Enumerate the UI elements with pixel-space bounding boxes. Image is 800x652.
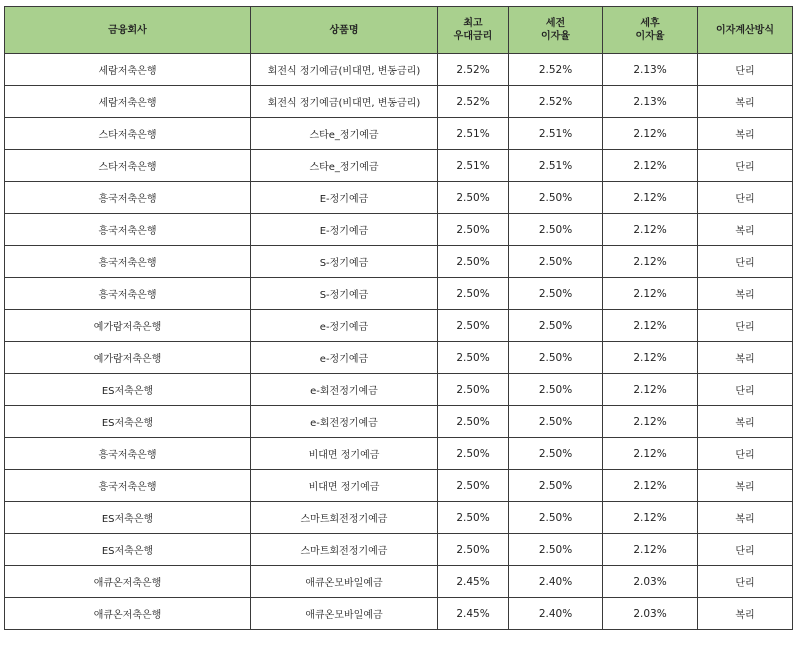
cell-max-rate: 2.50% [438, 246, 509, 278]
cell-post-tax: 2.12% [603, 118, 698, 150]
cell-pre-tax: 2.40% [509, 598, 603, 630]
cell-product: 비대면 정기예금 [251, 470, 438, 502]
cell-company: 세람저축은행 [5, 86, 251, 118]
cell-max-rate: 2.50% [438, 214, 509, 246]
deposit-table-container [4, 6, 793, 630]
table-row [5, 598, 793, 630]
cell-post-tax: 2.12% [603, 310, 698, 342]
cell-pre-tax: 2.51% [509, 150, 603, 182]
header-max-rate-line2: 우대금리 [453, 31, 493, 42]
cell-pre-tax: 2.50% [509, 438, 603, 470]
cell-max-rate: 2.50% [438, 182, 509, 214]
cell-company: 흥국저축은행 [5, 182, 251, 214]
cell-calc-method: 단리 [698, 310, 793, 342]
cell-max-rate: 2.52% [438, 86, 509, 118]
cell-calc-method: 복리 [698, 598, 793, 630]
cell-max-rate: 2.45% [438, 598, 509, 630]
cell-post-tax: 2.12% [603, 182, 698, 214]
cell-pre-tax: 2.50% [509, 342, 603, 374]
cell-calc-method: 복리 [698, 502, 793, 534]
header-pre-tax [509, 7, 603, 54]
cell-post-tax: 2.12% [603, 278, 698, 310]
cell-pre-tax: 2.50% [509, 182, 603, 214]
cell-company: ES저축은행 [5, 374, 251, 406]
cell-calc-method: 단리 [698, 566, 793, 598]
cell-calc-method: 단리 [698, 374, 793, 406]
cell-post-tax: 2.12% [603, 406, 698, 438]
cell-company: 애큐온저축은행 [5, 598, 251, 630]
table-row [5, 182, 793, 214]
deposit-rate-table [4, 6, 793, 630]
cell-calc-method: 복리 [698, 406, 793, 438]
table-row [5, 150, 793, 182]
cell-calc-method: 단리 [698, 438, 793, 470]
cell-company: 스타저축은행 [5, 118, 251, 150]
cell-product: e-회전정기예금 [251, 406, 438, 438]
cell-max-rate: 2.51% [438, 150, 509, 182]
table-row [5, 310, 793, 342]
cell-calc-method: 단리 [698, 182, 793, 214]
cell-post-tax: 2.12% [603, 534, 698, 566]
cell-calc-method: 복리 [698, 86, 793, 118]
cell-calc-method: 복리 [698, 214, 793, 246]
cell-product: 회전식 정기예금(비대면, 변동금리) [251, 86, 438, 118]
table-row [5, 54, 793, 86]
cell-max-rate: 2.50% [438, 278, 509, 310]
table-row [5, 502, 793, 534]
cell-max-rate: 2.52% [438, 54, 509, 86]
cell-calc-method: 단리 [698, 246, 793, 278]
cell-product: E-정기예금 [251, 182, 438, 214]
table-row [5, 342, 793, 374]
cell-max-rate: 2.50% [438, 342, 509, 374]
cell-pre-tax: 2.50% [509, 534, 603, 566]
cell-pre-tax: 2.52% [509, 86, 603, 118]
cell-max-rate: 2.50% [438, 534, 509, 566]
table-body [5, 54, 793, 630]
cell-calc-method: 단리 [698, 534, 793, 566]
cell-product: 스마트회전정기예금 [251, 502, 438, 534]
cell-company: 흥국저축은행 [5, 278, 251, 310]
cell-post-tax: 2.12% [603, 438, 698, 470]
table-row [5, 214, 793, 246]
cell-pre-tax: 2.50% [509, 470, 603, 502]
cell-company: 예가람저축은행 [5, 310, 251, 342]
cell-company: 흥국저축은행 [5, 214, 251, 246]
table-row [5, 246, 793, 278]
cell-post-tax: 2.13% [603, 86, 698, 118]
cell-pre-tax: 2.50% [509, 310, 603, 342]
cell-pre-tax: 2.52% [509, 54, 603, 86]
cell-product: 회전식 정기예금(비대면, 변동금리) [251, 54, 438, 86]
header-calc-method: 이자계산방식 [698, 7, 793, 54]
cell-product: 스타e_정기예금 [251, 118, 438, 150]
table-row [5, 278, 793, 310]
cell-pre-tax: 2.50% [509, 374, 603, 406]
cell-pre-tax: 2.50% [509, 246, 603, 278]
cell-company: ES저축은행 [5, 502, 251, 534]
cell-product: S-정기예금 [251, 246, 438, 278]
header-post-tax-line2: 이자율 [635, 31, 665, 42]
table-row [5, 534, 793, 566]
cell-product: e-정기예금 [251, 342, 438, 374]
table-row [5, 374, 793, 406]
cell-product: e-정기예금 [251, 310, 438, 342]
cell-pre-tax: 2.40% [509, 566, 603, 598]
cell-calc-method: 복리 [698, 470, 793, 502]
cell-product: E-정기예금 [251, 214, 438, 246]
table-row [5, 566, 793, 598]
cell-max-rate: 2.50% [438, 502, 509, 534]
cell-post-tax: 2.03% [603, 598, 698, 630]
table-row [5, 470, 793, 502]
cell-company: 흥국저축은행 [5, 438, 251, 470]
cell-calc-method: 복리 [698, 118, 793, 150]
header-pre-tax-line1: 세전 [545, 18, 566, 29]
cell-max-rate: 2.50% [438, 438, 509, 470]
cell-post-tax: 2.12% [603, 470, 698, 502]
cell-product: 스마트회전정기예금 [251, 534, 438, 566]
cell-product: S-정기예금 [251, 278, 438, 310]
cell-product: e-회전정기예금 [251, 374, 438, 406]
cell-max-rate: 2.45% [438, 566, 509, 598]
cell-calc-method: 복리 [698, 278, 793, 310]
cell-pre-tax: 2.50% [509, 406, 603, 438]
cell-post-tax: 2.13% [603, 54, 698, 86]
cell-company: 애큐온저축은행 [5, 566, 251, 598]
header-post-tax-line1: 세후 [640, 18, 660, 29]
cell-product: 애큐온모바일예금 [251, 566, 438, 598]
cell-company: 흥국저축은행 [5, 470, 251, 502]
header-pre-tax-line2: 이자율 [541, 31, 570, 42]
cell-max-rate: 2.50% [438, 406, 509, 438]
cell-company: 예가람저축은행 [5, 342, 251, 374]
cell-post-tax: 2.12% [603, 150, 698, 182]
table-header-row [5, 7, 793, 54]
cell-max-rate: 2.50% [438, 310, 509, 342]
cell-post-tax: 2.12% [603, 342, 698, 374]
header-max-rate-line1: 최고 [463, 18, 483, 29]
cell-max-rate: 2.50% [438, 374, 509, 406]
cell-post-tax: 2.12% [603, 374, 698, 406]
table-row [5, 118, 793, 150]
cell-pre-tax: 2.51% [509, 118, 603, 150]
cell-pre-tax: 2.50% [509, 278, 603, 310]
cell-company: 흥국저축은행 [5, 246, 251, 278]
table-row [5, 86, 793, 118]
cell-company: 스타저축은행 [5, 150, 251, 182]
cell-pre-tax: 2.50% [509, 214, 603, 246]
header-company: 금융회사 [5, 7, 251, 54]
cell-company: ES저축은행 [5, 406, 251, 438]
cell-product: 스타e_정기예금 [251, 150, 438, 182]
cell-product: 애큐온모바일예금 [251, 598, 438, 630]
cell-post-tax: 2.03% [603, 566, 698, 598]
cell-company: 세람저축은행 [5, 54, 251, 86]
cell-calc-method: 단리 [698, 150, 793, 182]
cell-calc-method: 복리 [698, 342, 793, 374]
cell-post-tax: 2.12% [603, 502, 698, 534]
cell-calc-method: 단리 [698, 54, 793, 86]
cell-pre-tax: 2.50% [509, 502, 603, 534]
cell-max-rate: 2.51% [438, 118, 509, 150]
header-post-tax [603, 7, 698, 54]
table-row [5, 438, 793, 470]
table-row [5, 406, 793, 438]
cell-max-rate: 2.50% [438, 470, 509, 502]
header-max-rate [438, 7, 509, 54]
cell-product: 비대면 정기예금 [251, 438, 438, 470]
header-product: 상품명 [251, 7, 438, 54]
cell-post-tax: 2.12% [603, 246, 698, 278]
cell-post-tax: 2.12% [603, 214, 698, 246]
cell-company: ES저축은행 [5, 534, 251, 566]
